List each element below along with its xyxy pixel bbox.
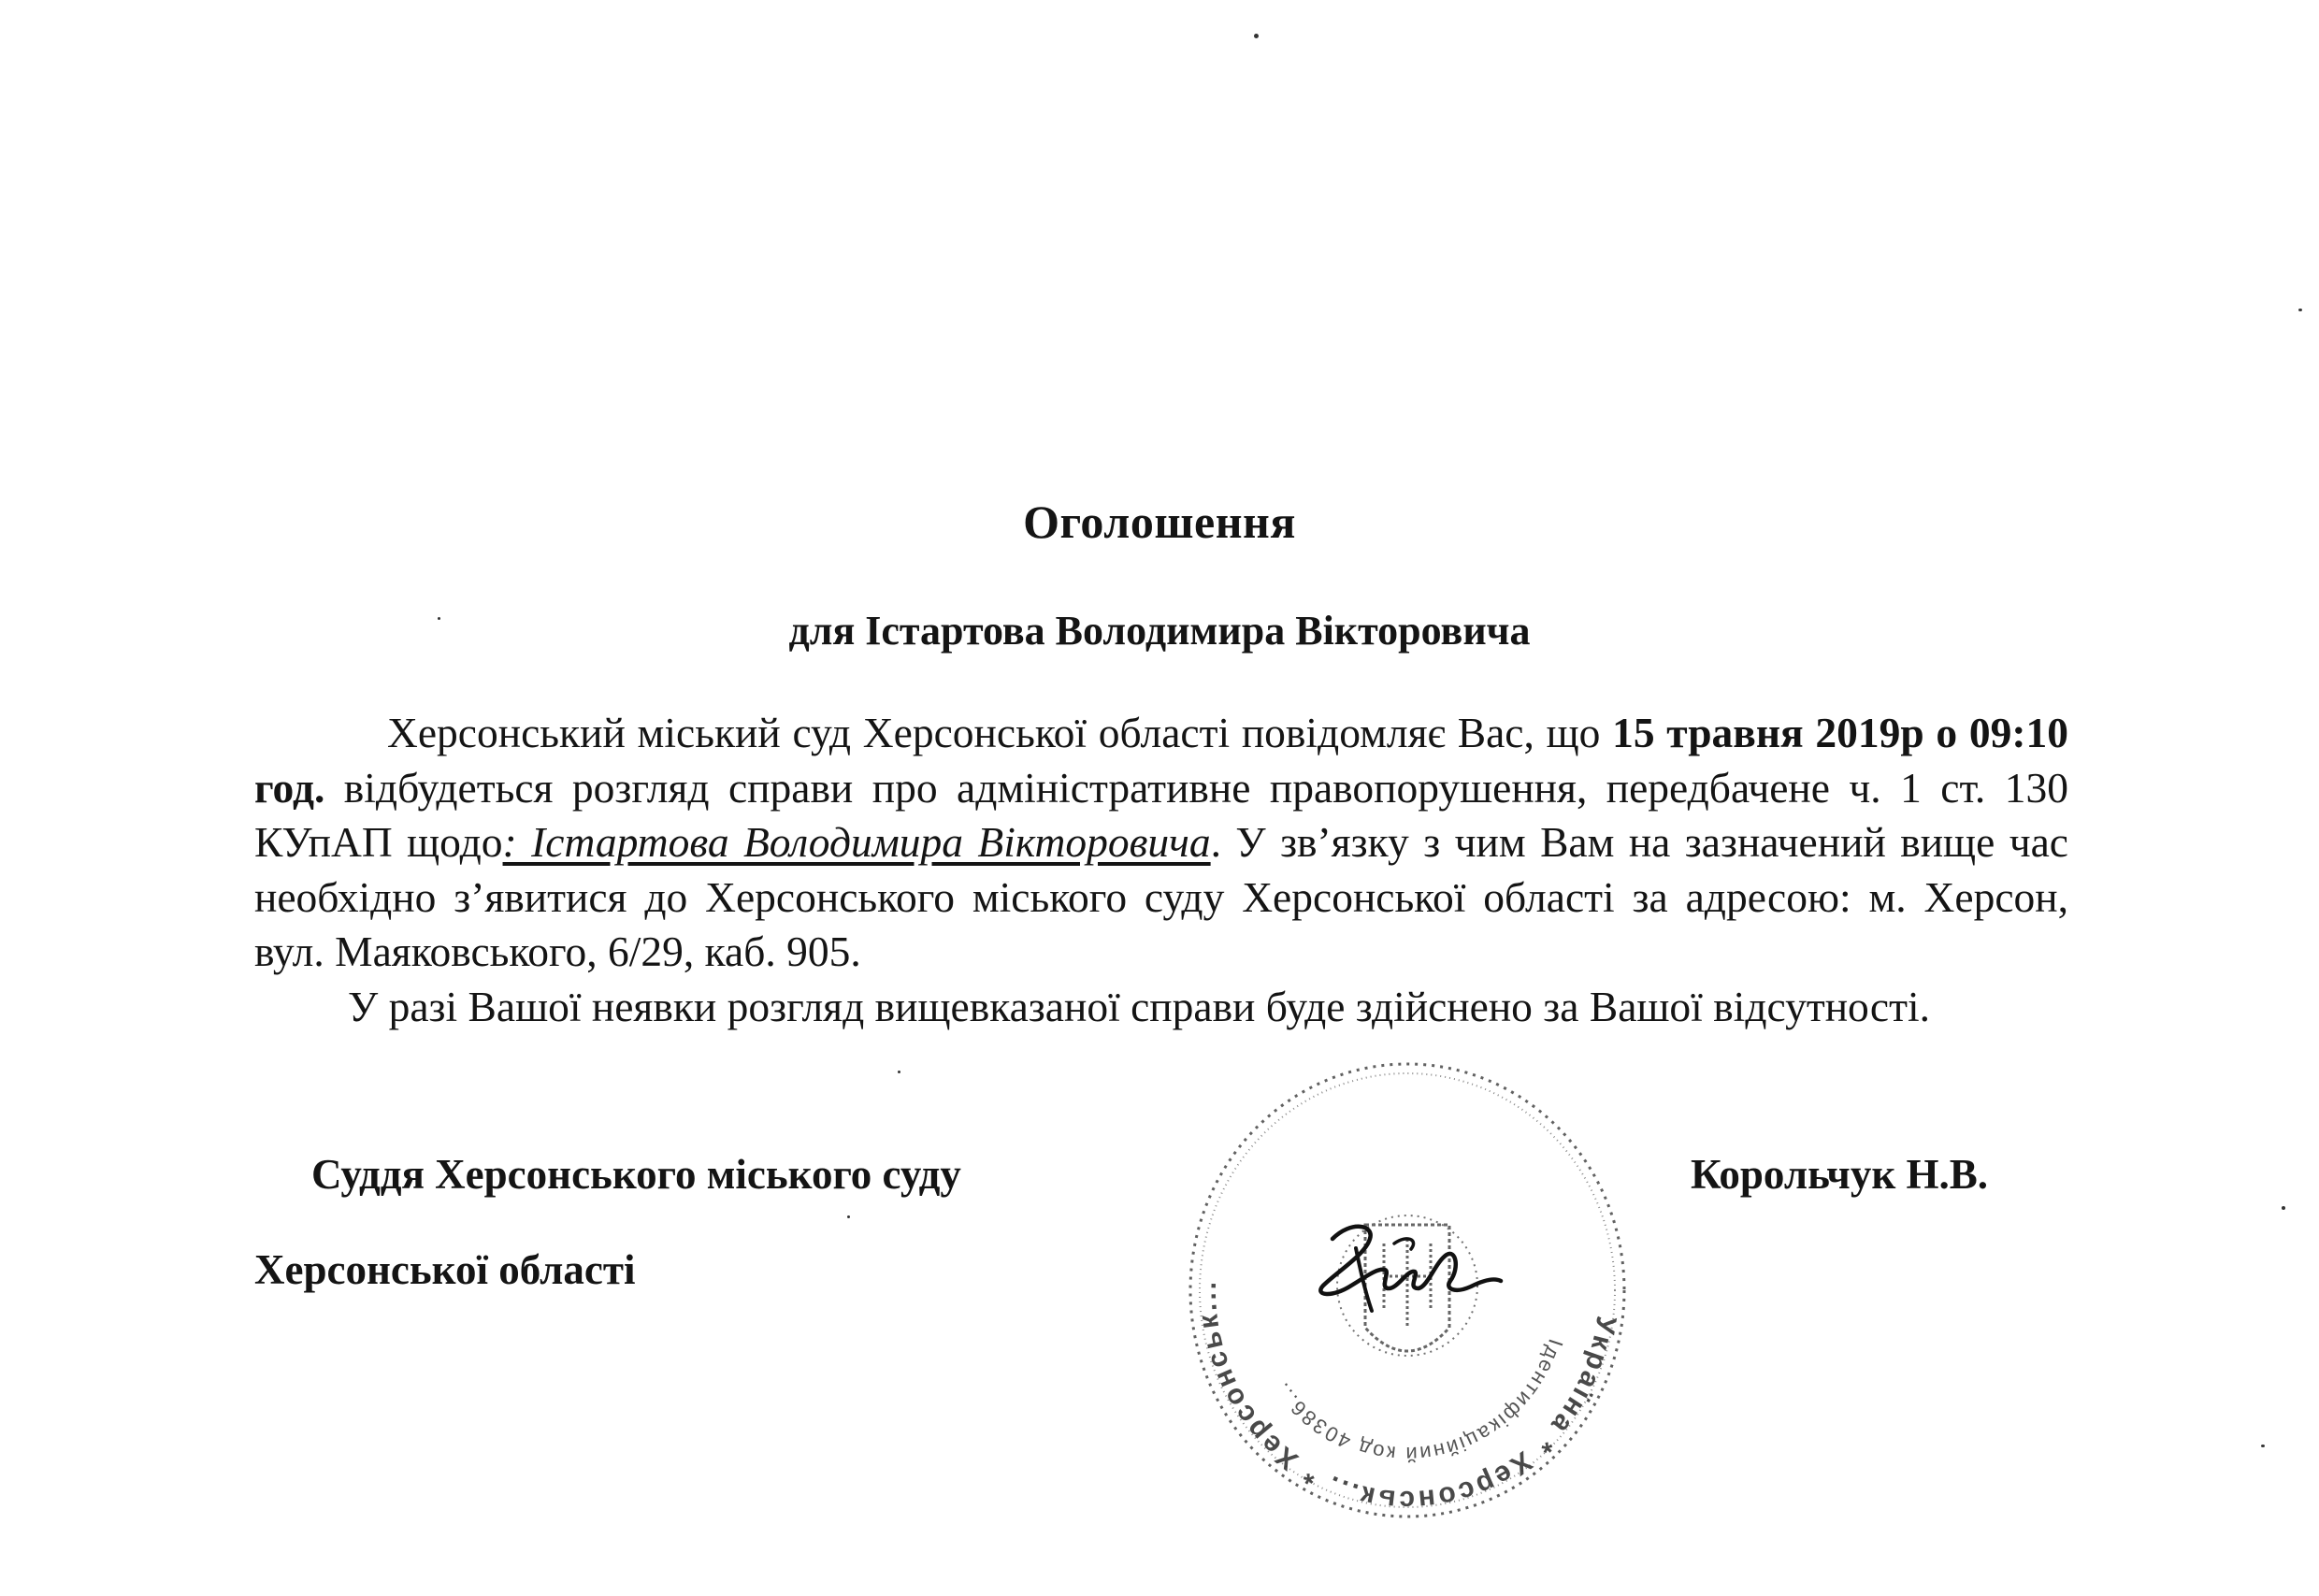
svg-text:Україна * Херсонськ... * Херсо: Україна * Херсонськ... * Херсонськ... [1190, 1278, 1622, 1517]
scan-speck [2298, 309, 2302, 311]
seal-emblem [1337, 1215, 1477, 1356]
paragraph-1-end: . У зв’язку з чим Вам на зазначений вище час необхідно з’явитися до Херсонського міського суду Херсонської області за адресою: м. Херсон, вул. Маяковського, 6/29, каб. 905. [254, 818, 2068, 975]
court-seal-stamp [1174, 1047, 1641, 1533]
notice-body [254, 706, 2068, 1034]
judge-title-line-2: Херсонської області [254, 1246, 636, 1293]
paragraph-1-middle: відбудеться розгляд справи про адміністративне правопорушення, передбачене ч. 1 ст. 130 КУпАП щодо [254, 763, 2068, 866]
defendant-name: : Істартова Володимира Вікторовича [502, 818, 1211, 866]
notice-paragraph-2: У разі Вашої неявки розгляд вищевказаної справи буде здійснено за Вашої відсутності. [348, 982, 1931, 1030]
judge-name: Корольчук Н.В. [1691, 1151, 1989, 1198]
scan-speck [2282, 1206, 2285, 1210]
addressee-line: для Істартова Володимира Вікторовича [788, 608, 1531, 654]
scan-speck [898, 1071, 900, 1073]
svg-text:Ідентифікаційний код 40386...: Ідентифікаційний код 40386... [1269, 1336, 1568, 1467]
document-title: Оголошення [1023, 496, 1296, 548]
judge-title-line-1: Суддя Херсонського міського суду [311, 1151, 961, 1198]
hearing-date: 15 травня 2019р о 09:10 год. [254, 709, 2068, 812]
judge-signature [1320, 1227, 1501, 1311]
scan-speck [2261, 1445, 2265, 1447]
scan-speck [847, 1215, 850, 1218]
paragraph-1-intro: Херсонський міський суд Херсонської області повідомляє Вас, що [387, 709, 1613, 756]
notice-paragraph-1 [254, 706, 2068, 980]
scan-speck [438, 617, 440, 620]
scan-speck [1254, 34, 1259, 38]
